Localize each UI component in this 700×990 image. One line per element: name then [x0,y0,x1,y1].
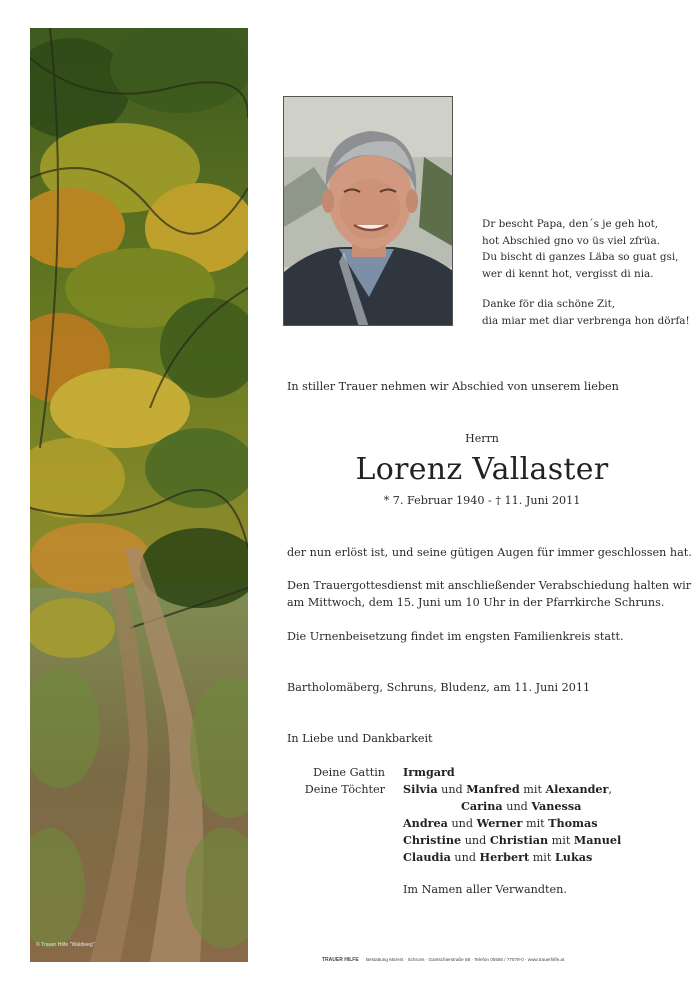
family-member-name: Lukas [554,850,593,864]
poem-line: dia miar met diar verbrenga hon dörfa! [482,314,690,327]
family-connector: mit [519,783,546,796]
forest-path-image [30,28,248,962]
family-names [403,832,621,849]
closing-line: Im Namen aller Verwandten. [403,883,567,896]
family-connector: und [502,800,532,813]
family-names [403,764,455,781]
place-date: Bartholomäberg, Schruns, Bludenz, am 11. Juni 2011 [287,681,591,694]
family-member-name: Christine [403,833,462,847]
family-connector: mit [522,817,549,830]
family-connector: mit [548,834,574,847]
family-member-name: Carina [461,799,503,813]
family-connector: und [447,817,477,830]
image-credit: © Trauer Hilfe "Waldweg" [36,942,95,948]
family-member-name: Vanessa [531,799,582,813]
family-connector: mit [529,851,555,864]
poem-line: hot Abschied gno vo üs viel zfrüa. [482,234,660,247]
poem-line: wer di kennt hot, vergisst di nia. [482,267,654,280]
family-member-name: Werner [476,816,523,830]
dedication: In Liebe und Dankbarkeit [287,732,433,745]
body-paragraph: Die Urnenbeisetzung findet im engsten Familienkreis statt. [287,630,624,643]
poem-line: Danke för dia schöne Zit, [482,298,616,310]
family-member-name: Thomas [548,816,598,830]
family-member-name: Silvia [403,782,438,796]
family-member-name: Claudia [403,850,451,864]
life-dates: * 7. Februar 1940 - † 11. Juni 2011 [383,494,581,507]
family-connector: und [461,834,490,847]
body-paragraph: der nun erlöst ist, und seine gütigen Augen für immer geschlossen hat. [287,546,692,559]
family-member-name: Manuel [573,833,622,847]
footer [322,957,564,963]
family-member-name: Irmgard [403,765,455,779]
honorific: Herrn [465,432,499,445]
family-member-name: Manfred [466,782,520,796]
family-names [403,815,598,832]
portrait-photo [283,96,453,326]
family-member-name: Andrea [403,816,448,830]
family-names [403,849,592,866]
poem-line: Du bischt di ganzes Läba so guat gsi, [482,251,679,263]
intro-text: In stiller Trauer nehmen wir Abschied von unserem lieben [287,380,619,393]
family-connector: , [608,783,612,796]
poem-stanza [482,216,692,282]
body-paragraph: am Mittwoch, dem 15. Juni um 10 Uhr in der Pfarrkirche Schruns. [287,596,665,609]
family-member-name: Herbert [479,850,530,864]
deceased-name: Lorenz Vallaster [355,452,609,487]
family-role: Deine Töchter [304,783,385,796]
family-role: Deine Gattin [313,766,385,779]
family-names [461,798,581,815]
poem-stanza [482,296,692,329]
family-member-name: Christian [489,833,549,847]
family-member-name: Alexander [545,782,609,796]
poem-line: Dr bescht Papa, den´s je geh hot, [482,218,659,230]
body-paragraph: Den Trauergottesdienst mit anschließender Verabschiedung halten wir [287,579,692,592]
family-connector: und [437,783,467,796]
family-names [403,781,612,798]
footer-details: Bestattung Marent · Schruns · Gantschierstraße 88 · Telefon 05556 / 77079-0 · www.trauerhilfe.at [365,957,565,962]
footer-brand: TRAUER HILFE [322,957,359,963]
poem [482,216,692,343]
family-connector: und [450,851,480,864]
